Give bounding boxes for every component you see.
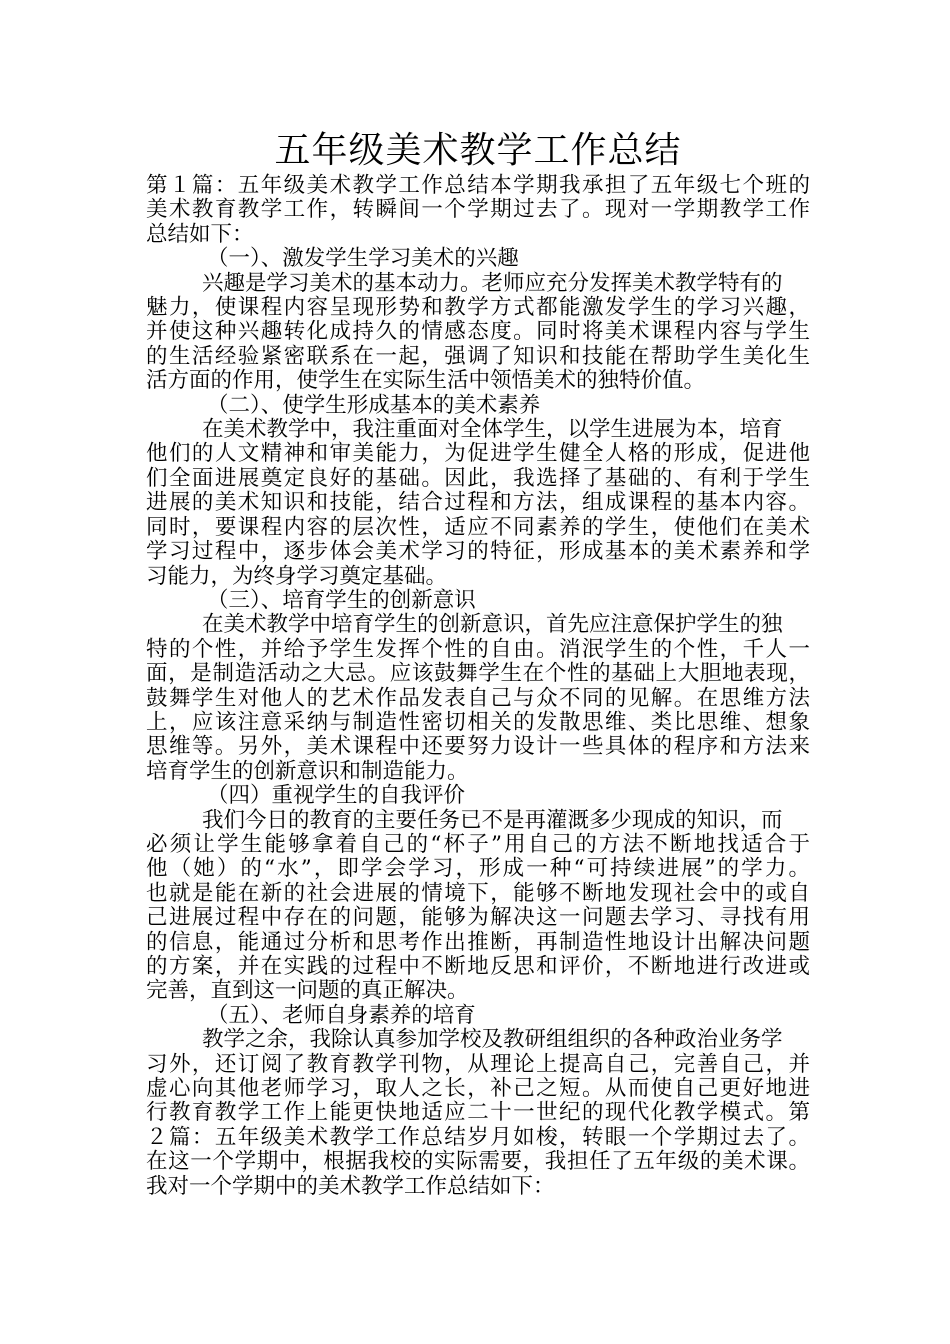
paragraph-line: 们全面进展奠定良好的基础。因此，我选择了基础的、有利于学生 [146,465,810,491]
paragraph-line: 必须让学生能够拿着自己的“杯子”用自己的方法不断地找适合于 [146,831,810,857]
paragraph-line: 进展的美术知识和技能，结合过程和方法，组成课程的基本内容。 [146,490,810,516]
paragraph-line: 并使这种兴趣转化成持久的情感态度。同时将美术课程内容与学生 [146,319,810,345]
document-page [146,128,810,1199]
paragraph-line: 的生活经验紧密联系在一起，强调了知识和技能在帮助学生美化生 [146,343,810,369]
paragraph-line: 鼓舞学生对他人的艺术作品发表自己与众不同的见解。在思维方法 [146,685,810,711]
paragraph-line: 他（她）的“水”，即学会学习，形成一种“可持续进展”的学力。 [146,856,810,882]
paragraph-line: 培育学生的创新意识和制造能力。 [146,758,469,784]
paragraph-line: 教学之余，我除认真参加学校及教研组组织的各种政治业务学 [202,1027,783,1053]
section-heading: （二）、使学生形成基本的美术素养 [207,392,541,418]
paragraph-line: 在美术教学中培育学生的创新意识，首先应注意保护学生的独 [202,612,783,638]
paragraph-line: 在美术教学中，我注重面对全体学生，以学生进展为本，培育 [202,417,783,443]
paragraph-line: 同时，要课程内容的层次性，适应不同素养的学生，使他们在美术 [146,514,810,540]
paragraph-line: 的方案，并在实践的过程中不断地反思和评价，不断地进行改进或 [146,954,810,979]
paragraph-line: 完善，直到这一问题的真正解决。 [146,978,469,1004]
document-body [146,174,810,1199]
paragraph-line: 习能力，为终身学习奠定基础。 [146,563,448,589]
paragraph-line: 己进展过程中存在的问题，能够为解决这一问题去学习、寻找有用 [146,905,810,931]
section-heading: （三）、培育学生的创新意识 [207,587,476,613]
paragraph-line: 也就是能在新的社会进展的情境下，能够不断地发现社会中的或自 [146,880,810,906]
paragraph-line: 兴趣是学习美术的基本动力。老师应充分发挥美术教学特有的 [202,270,783,296]
paragraph-line: 魅力，使课程内容呈现形势和教学方式都能激发学生的学习兴趣， [146,295,810,321]
section-heading: （四）重视学生的自我评价 [207,783,466,809]
paragraph-line: 他们的人文精神和审美能力，为促进学生健全人格的形成，促进他 [146,441,810,467]
paragraph-line: 第１篇：五年级美术教学工作总结本学期我承担了五年级七个班的 [146,173,810,198]
paragraph-line: 的信息，能通过分析和思考作出推断，再制造性地设计出解决问题 [146,929,810,955]
paragraph-line: 虚心向其他老师学习，取人之长，补己之短。从而使自己更好地进 [146,1076,810,1102]
paragraph-line: 我对一个学期中的美术教学工作总结如下： [146,1173,555,1199]
section-heading: （一）、激发学生学习美术的兴趣 [207,246,519,272]
paragraph-line: ２篇：五年级美术教学工作总结岁月如梭，转眼一个学期过去了。 [146,1124,810,1150]
paragraph-line: 总结如下： [146,221,254,247]
document-title: 五年级美术教学工作总结 [274,130,682,171]
paragraph-line: 学习过程中，逐步体会美术学习的特征，形成基本的美术素养和学 [146,539,810,565]
paragraph-line: 行教育教学工作上能更快地适应二十一世纪的现代化教学模式。第 [146,1100,810,1126]
paragraph-line: 思维等。另外，美术课程中还要努力设计一些具体的程序和方法来 [146,734,810,760]
paragraph-line: 习外，还订阅了教育教学刊物，从理论上提高自己，完善自己，并 [146,1051,810,1077]
paragraph-line: 面，是制造活动之大忌。应该鼓舞学生在个性的基础上大胆地表现， [146,661,810,687]
paragraph-line: 美术教育教学工作，转瞬间一个学期过去了。现对一学期教学工作 [146,197,810,223]
paragraph-line: 在这一个学期中，根据我校的实际需要，我担任了五年级的美术课。 [146,1149,810,1175]
paragraph-line: 我们今日的教育的主要任务已不是再灌溉多少现成的知识，而 [202,807,783,833]
paragraph-line: 上，应该注意采纳与制造性密切相关的发散思维、类比思维、想象 [146,709,810,735]
paragraph-line: 活方面的作用，使学生在实际生活中领悟美术的独特价值。 [146,368,706,394]
section-heading: （五）、老师自身素养的培育 [207,1002,476,1028]
paragraph-line: 特的个性，并给予学生发挥个性的自由。消泯学生的个性，千人一 [146,636,810,662]
